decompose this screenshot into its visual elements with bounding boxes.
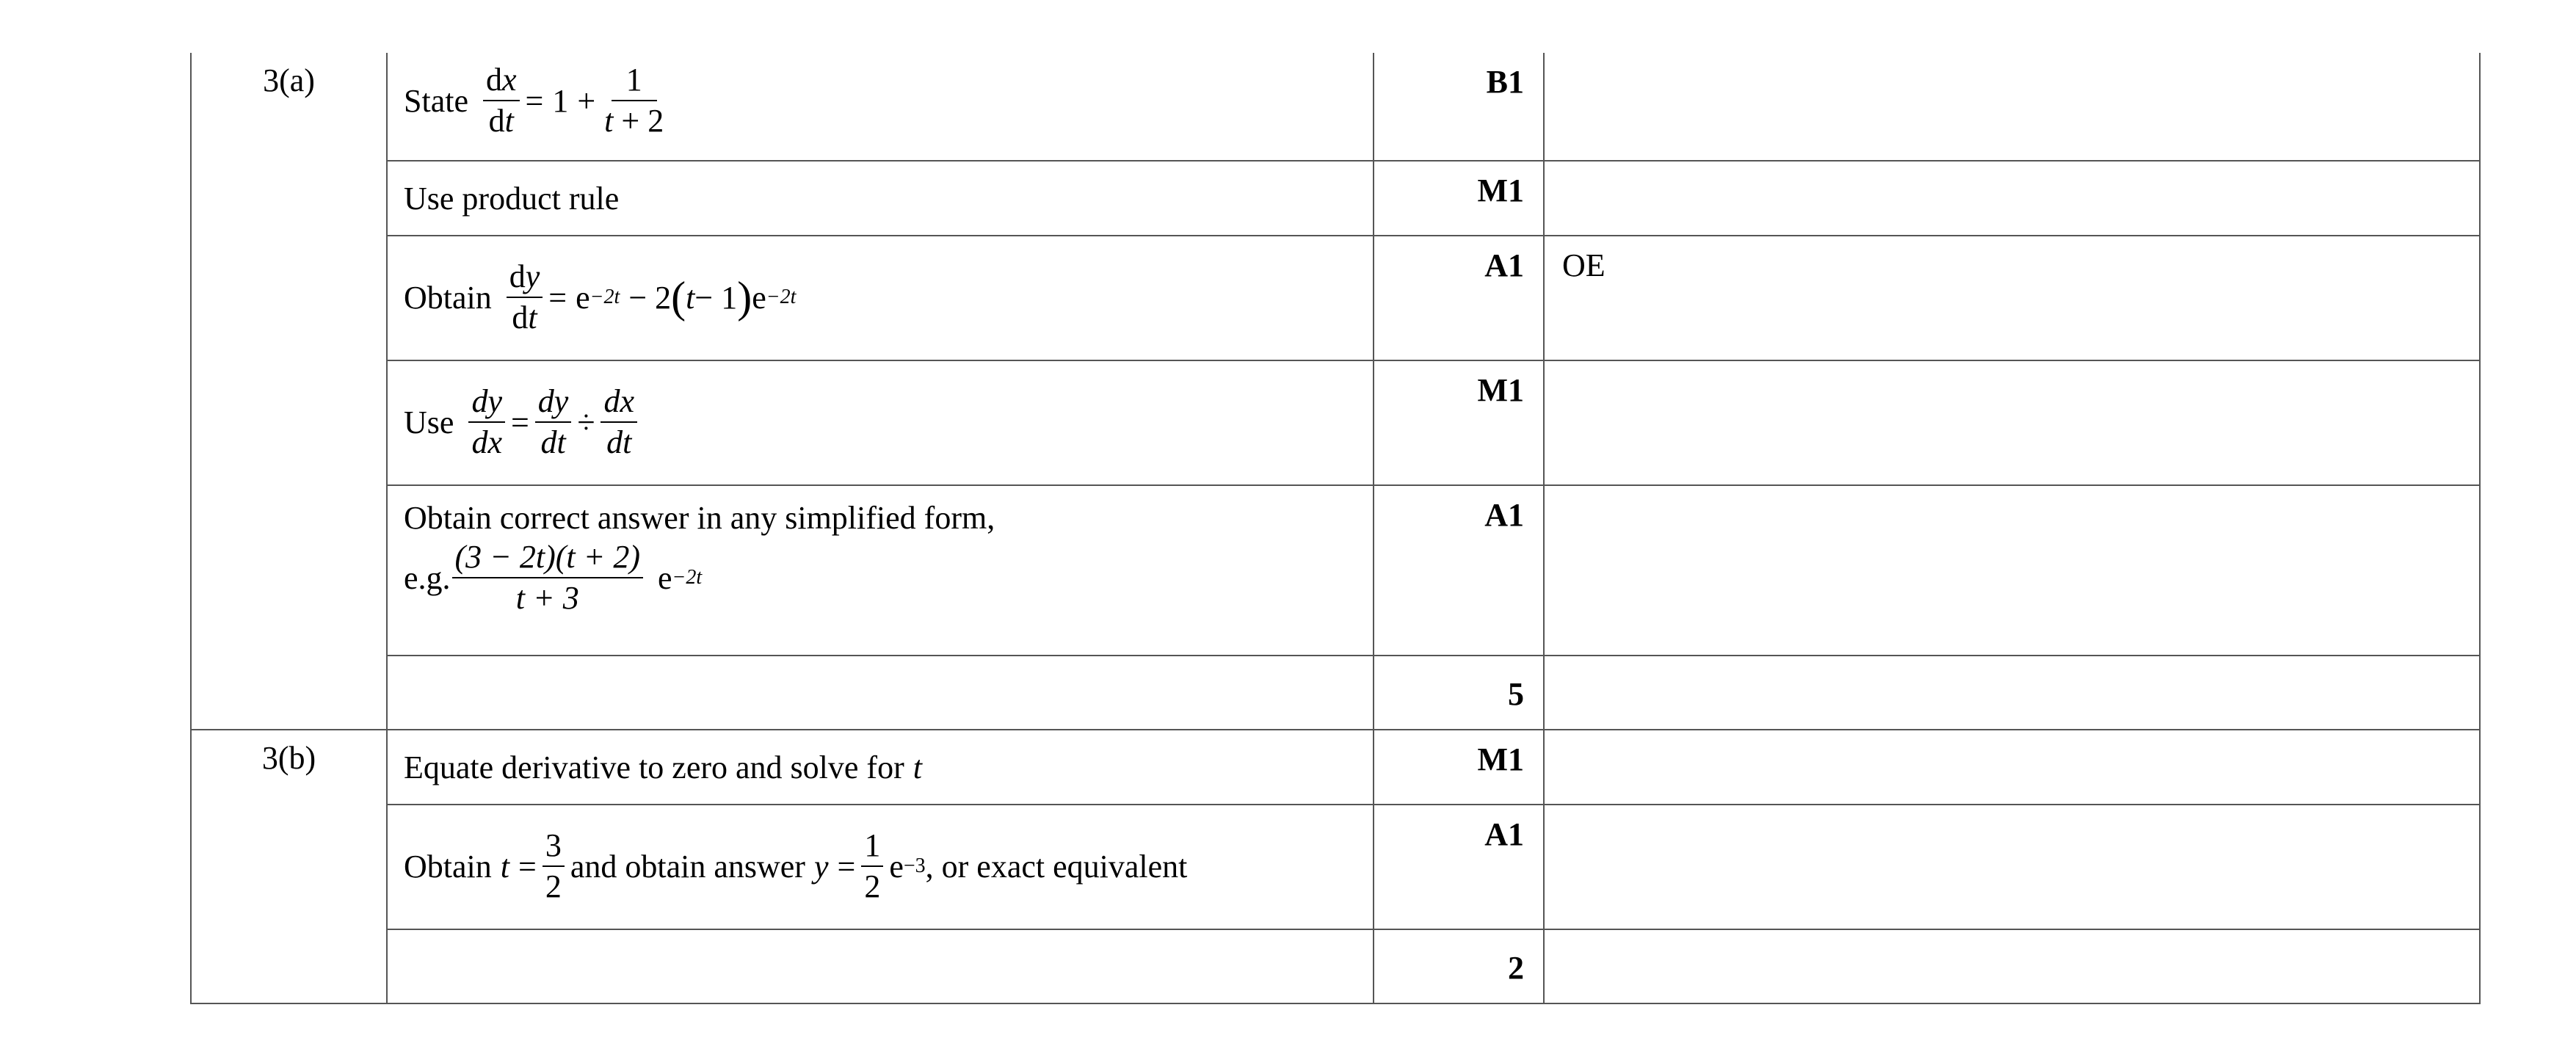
equals-sign: =: [837, 848, 856, 885]
answer-line: [404, 730, 1357, 804]
fraction-dx-dt: [483, 62, 520, 139]
answer-line: [404, 161, 1357, 235]
guidance-text: OE: [1562, 247, 1606, 283]
frac-den: t + 3: [515, 580, 579, 617]
guidance-cell: [1544, 360, 2480, 485]
total-mark-cell: [1374, 929, 1544, 1003]
exp-base: e: [752, 279, 766, 316]
fraction-1-over-t-plus-2: [601, 62, 667, 139]
table-row: [191, 360, 2480, 485]
frac-den-var: t: [528, 300, 537, 335]
table-row: [191, 929, 2480, 1003]
mark-cell: [1374, 53, 1544, 161]
mark-label: A1: [1484, 247, 1524, 283]
total-mark: 5: [1508, 676, 1524, 712]
table-row: [191, 730, 2480, 805]
frac-num: 1: [612, 62, 657, 101]
frac-den: 2: [545, 868, 562, 904]
var-t: t: [686, 279, 695, 316]
exp-base: e: [889, 848, 904, 885]
guidance-cell: [1544, 656, 2480, 730]
guidance-cell: [1544, 53, 2480, 161]
right-paren: ): [737, 273, 752, 322]
answer-text: and obtain answer: [570, 848, 805, 885]
answer-cell: [387, 656, 1374, 730]
guidance-cell: [1544, 730, 2480, 805]
frac-num: (3 − 2t)(t + 2): [452, 540, 643, 578]
term-minus-1: − 1: [694, 279, 738, 316]
mark-cell: [1374, 730, 1544, 805]
answer-cell: [387, 360, 1374, 485]
table-row: [191, 236, 2480, 360]
frac-num-var: y: [525, 258, 540, 294]
frac-num: 1: [861, 828, 883, 867]
mark-label: M1: [1477, 173, 1524, 208]
frac-num: dy: [535, 384, 572, 423]
var-t: t: [500, 848, 509, 885]
equals-sign: =: [518, 848, 537, 885]
term-minus-2: − 2: [628, 279, 672, 316]
guidance-cell: [1544, 485, 2480, 656]
plus-sign: +: [577, 82, 596, 119]
frac-num: dy: [468, 384, 505, 423]
guidance-cell: [1544, 805, 2480, 929]
frac-num: 3: [543, 828, 565, 867]
frac-num-d: d: [485, 61, 502, 98]
answer-text: Obtain: [404, 848, 492, 885]
answer-cell: [387, 730, 1374, 805]
answer-line: [404, 53, 1357, 148]
var-t: t: [913, 749, 922, 785]
frac-den: dt: [540, 424, 566, 460]
equals-sign: =: [525, 82, 544, 119]
question-number: [191, 730, 387, 1003]
total-mark-cell: [1374, 656, 1544, 730]
mark-label: A1: [1484, 816, 1524, 852]
mark-cell: [1374, 805, 1544, 929]
equals-sign: =: [548, 279, 567, 316]
mark-label: A1: [1484, 497, 1524, 533]
frac-den: dx: [471, 424, 502, 460]
mark-cell: [1374, 161, 1544, 236]
table-row: [191, 161, 2480, 236]
frac-den-d: d: [512, 300, 529, 335]
answer-cell: [387, 485, 1374, 656]
term-one: 1: [552, 82, 569, 119]
frac-den: dt: [606, 424, 632, 460]
answer-text: Equate derivative to zero and solve for: [404, 749, 904, 785]
answer-text: Use product rule: [404, 180, 620, 217]
question-number: [191, 53, 387, 730]
mark-label: M1: [1477, 741, 1524, 777]
guidance-cell: [1544, 236, 2480, 360]
answer-text: Obtain: [404, 279, 492, 316]
mark-label: B1: [1486, 64, 1524, 100]
answer-cell: [387, 805, 1374, 929]
question-label: 3(a): [263, 62, 315, 98]
answer-text: , or exact equivalent: [925, 848, 1188, 885]
answer-cell: [387, 161, 1374, 236]
guidance-cell: [1544, 161, 2480, 236]
fraction-1-over-2: [861, 828, 883, 905]
fraction-answer: [452, 540, 643, 617]
table-row: [191, 656, 2480, 730]
answer-line: Obtain correct answer in any simplified form,: [404, 500, 995, 536]
mark-cell: [1374, 485, 1544, 656]
answer-cell: [387, 929, 1374, 1003]
guidance-cell: [1544, 929, 2480, 1003]
var-y: y: [813, 848, 829, 885]
table-row: [191, 53, 2480, 161]
table-row: [191, 805, 2480, 929]
mark-cell: [1374, 360, 1544, 485]
frac-num-d: d: [509, 258, 526, 294]
answer-line: Obtain t = $\frac{3}{2}$ and obtain answer y = $\frac{1}{2}$ e −3 , or exact equivalent: [404, 827, 1188, 904]
answer-cell: [387, 53, 1374, 161]
frac-den-var: t: [604, 103, 614, 139]
left-paren: (: [671, 273, 686, 322]
fraction-dy-dx: [468, 384, 505, 461]
question-label: 3(b): [261, 740, 316, 776]
exp-base: e: [576, 279, 590, 316]
mark-scheme-table: [190, 53, 2481, 1004]
fraction-dx-dt: [601, 384, 637, 461]
frac-num-var: x: [501, 61, 517, 98]
exp-base: e: [657, 559, 672, 596]
answer-text: Use: [404, 404, 454, 440]
frac-den: 2: [864, 868, 881, 904]
total-mark: 2: [1508, 950, 1524, 986]
frac-num: dx: [601, 384, 637, 423]
mark-cell: [1374, 236, 1544, 360]
divide-sign: ÷: [577, 404, 595, 440]
answer-text: State: [404, 82, 468, 119]
fraction-3-over-2: [543, 828, 565, 905]
frac-den-var: t: [504, 103, 514, 139]
eg-label: e.g.: [404, 559, 451, 596]
frac-den-rest: + 2: [613, 103, 664, 139]
fraction-dy-dt: [535, 384, 572, 461]
answer-cell: [387, 236, 1374, 360]
equals-sign: =: [510, 404, 529, 440]
answer-line: [404, 361, 1357, 483]
fraction-dy-dt: [507, 259, 543, 336]
mark-label: M1: [1477, 372, 1524, 408]
answer-line: e.g. $\frac{(3 - 2t)(t + 2)}{t + 3}$ e −2t: [404, 539, 703, 617]
answer-line: Obtain $\frac{dy}{dt}$ = e −2t − 2 ( t − 1 ) e −2t: [404, 258, 797, 335]
frac-den-d: d: [488, 103, 505, 139]
table-row: [191, 485, 2480, 656]
